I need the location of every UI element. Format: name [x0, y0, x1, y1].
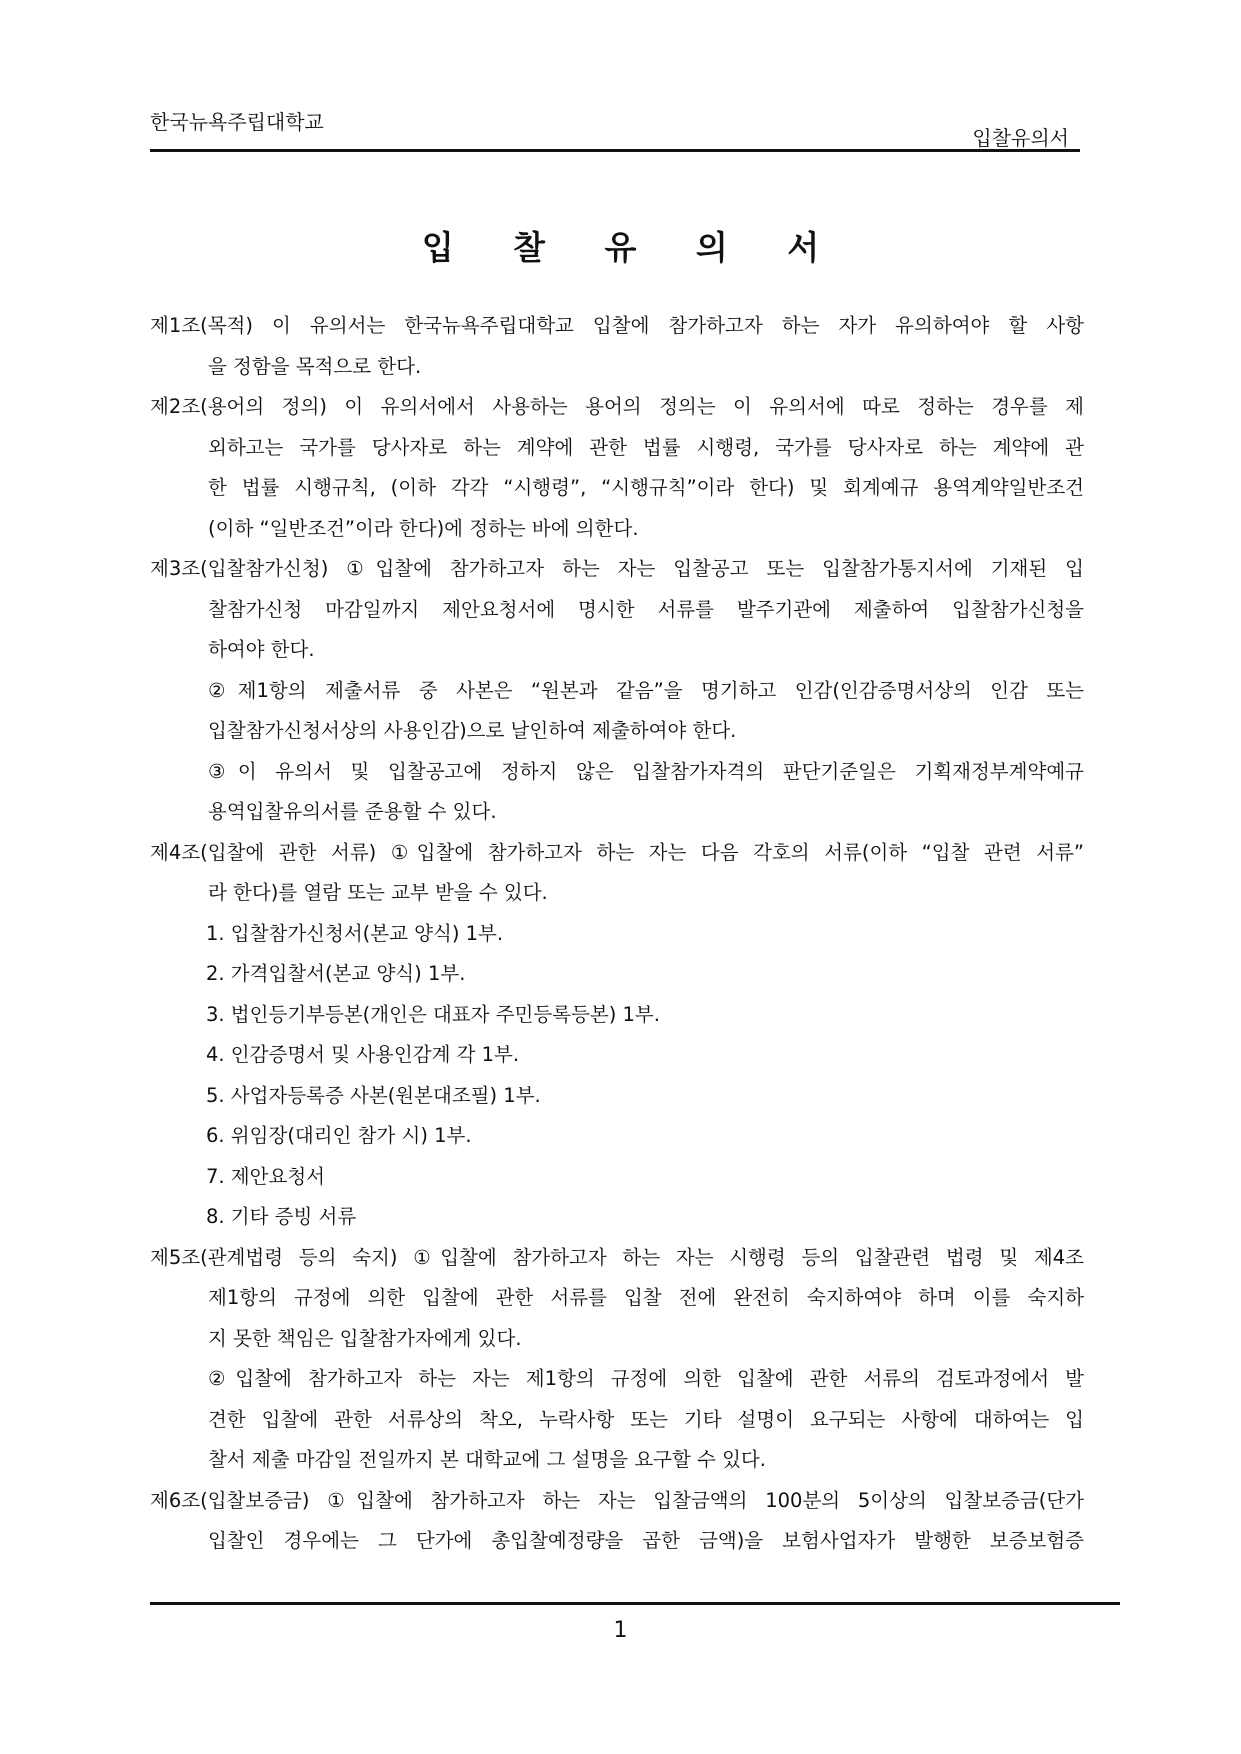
article-label: 제1조 [150, 314, 201, 337]
article-line: 하여야 한다. [208, 638, 315, 661]
article-3 [150, 549, 1084, 833]
list-item: 8. 기타 증빙 서류 [206, 1205, 357, 1228]
article-line: 찰참가신청 마감일까지 제안요청서에 명시한 서류를 발주기관에 제출하여 입찰참가신청을 [208, 597, 1084, 621]
article-label: 제4조 [150, 840, 201, 864]
article-text: (입찰에 관한 서류) ①입찰에 참가하고자 하는 자는 다음 각호의 서류(이하 “입찰 관련 서류” [200, 840, 1084, 864]
list-item: 6. 위임장(대리인 참가 시) 1부. [206, 1124, 472, 1147]
article-text: (목적) 이 유의서는 한국뉴욕주립대학교 입찰에 참가하고자 하는 자가 유의하여야 할 사항 [200, 314, 1084, 337]
document-title: 입 찰 유 의 서 [421, 228, 844, 267]
list-item: 1. 입찰참가신청서(본교 양식) 1부. [206, 921, 504, 945]
article-line [150, 549, 1084, 590]
article-line: 입찰참가신청서상의 사용인감)으로 날인하여 제출하여야 한다. [208, 719, 737, 742]
article-line: 라 한다)를 열람 또는 교부 받을 수 있다. [208, 881, 548, 904]
list-item: 4. 인감증명서 및 사용인감계 각 1부. [206, 1043, 520, 1066]
article-line [150, 1481, 1084, 1522]
article-text: (입찰참가신청) ①입찰에 참가하고자 하는 자는 입찰공고 또는 입찰참가통지서에 기재된 입 [200, 557, 1084, 580]
document-body [150, 306, 1084, 1562]
article-line: (이하 “일반조건”이라 한다)에 정하는 바에 의한다. [208, 516, 639, 540]
article-line: ③이 유의서 및 입찰공고에 정하지 않은 입찰참가자격의 판단기준일은 기획재정부계약예규 [208, 759, 1084, 783]
article-line: 외하고는 국가를 당사자로 하는 계약에 관한 법률 시행령, 국가를 당사자로 하는 계약에 관 [208, 435, 1084, 459]
article-line [150, 833, 1084, 874]
list-item: 5. 사업자등록증 사본(원본대조필) 1부. [206, 1083, 541, 1107]
article-label: 제5조 [150, 1245, 201, 1269]
article-text: (관계법령 등의 숙지) ①입찰에 참가하고자 하는 자는 시행령 등의 입찰관련 법령 및 제4조 [200, 1245, 1084, 1269]
list-item: 2. 가격입찰서(본교 양식) 1부. [206, 962, 466, 985]
footer-rule [150, 1602, 1120, 1605]
article-line: 찰서 제출 마감일 전일까지 본 대학교에 그 설명을 요구할 수 있다. [208, 1448, 766, 1471]
article-line [150, 387, 1084, 428]
header-org: 한국뉴욕주립대학교 [150, 110, 324, 134]
article-line: 용역입찰유의서를 준용할 수 있다. [208, 800, 497, 823]
article-line: ②입찰에 참가하고자 하는 자는 제1항의 규정에 의한 입찰에 관한 서류의 검토과정에서 발 [208, 1367, 1084, 1390]
article-line: ②제1항의 제출서류 중 사본은 “원본과 같음”을 명기하고 인감(인감증명서상의 인감 또는 [208, 678, 1084, 702]
article-label: 제2조 [150, 395, 201, 418]
article-label: 제6조 [150, 1488, 201, 1512]
article-line [150, 1238, 1084, 1279]
list-item: 3. 법인등기부등본(개인은 대표자 주민등록등본) 1부. [206, 1002, 660, 1026]
article-line: 지 못한 책임은 입찰참가자에게 있다. [208, 1326, 522, 1350]
article-6 [150, 1481, 1084, 1562]
article-label: 제3조 [150, 557, 201, 580]
article-line: 견한 입찰에 관한 서류상의 착오, 누락사항 또는 기타 설명이 요구되는 사항에 대하여는 입 [208, 1407, 1084, 1431]
article-line: 한 법률 시행규칙, (이하 각각 “시행령”, “시행규칙”이라 한다) 및 회계예규 용역계약일반조건 [208, 476, 1084, 499]
header-doc-title: 입찰유의서 [972, 126, 1069, 150]
article-line [150, 306, 1084, 347]
article-text: (입찰보증금) ①입찰에 참가하고자 하는 자는 입찰금액의 100분의 5이상의 입찰보증금(단가 [200, 1488, 1084, 1512]
article-line: 제1항의 규정에 의한 입찰에 관한 서류를 입찰 전에 완전히 숙지하여야 하며 이를 숙지하 [208, 1286, 1084, 1309]
article-2 [150, 387, 1084, 549]
article-line: 입찰인 경우에는 그 단가에 총입찰예정량을 곱한 금액)을 보험사업자가 발행한 보증보험증 [208, 1529, 1084, 1552]
list-item: 7. 제안요청서 [206, 1164, 325, 1188]
article-1 [150, 306, 1084, 387]
article-line: 을 정함을 목적으로 한다. [208, 354, 422, 378]
header-rule [150, 149, 1080, 152]
article-4 [150, 833, 1084, 1238]
article-5 [150, 1238, 1084, 1481]
article-text: (용어의 정의) 이 유의서에서 사용하는 용어의 정의는 이 유의서에 따로 정하는 경우를 제 [200, 395, 1084, 418]
page-number: 1 [613, 1618, 628, 1643]
